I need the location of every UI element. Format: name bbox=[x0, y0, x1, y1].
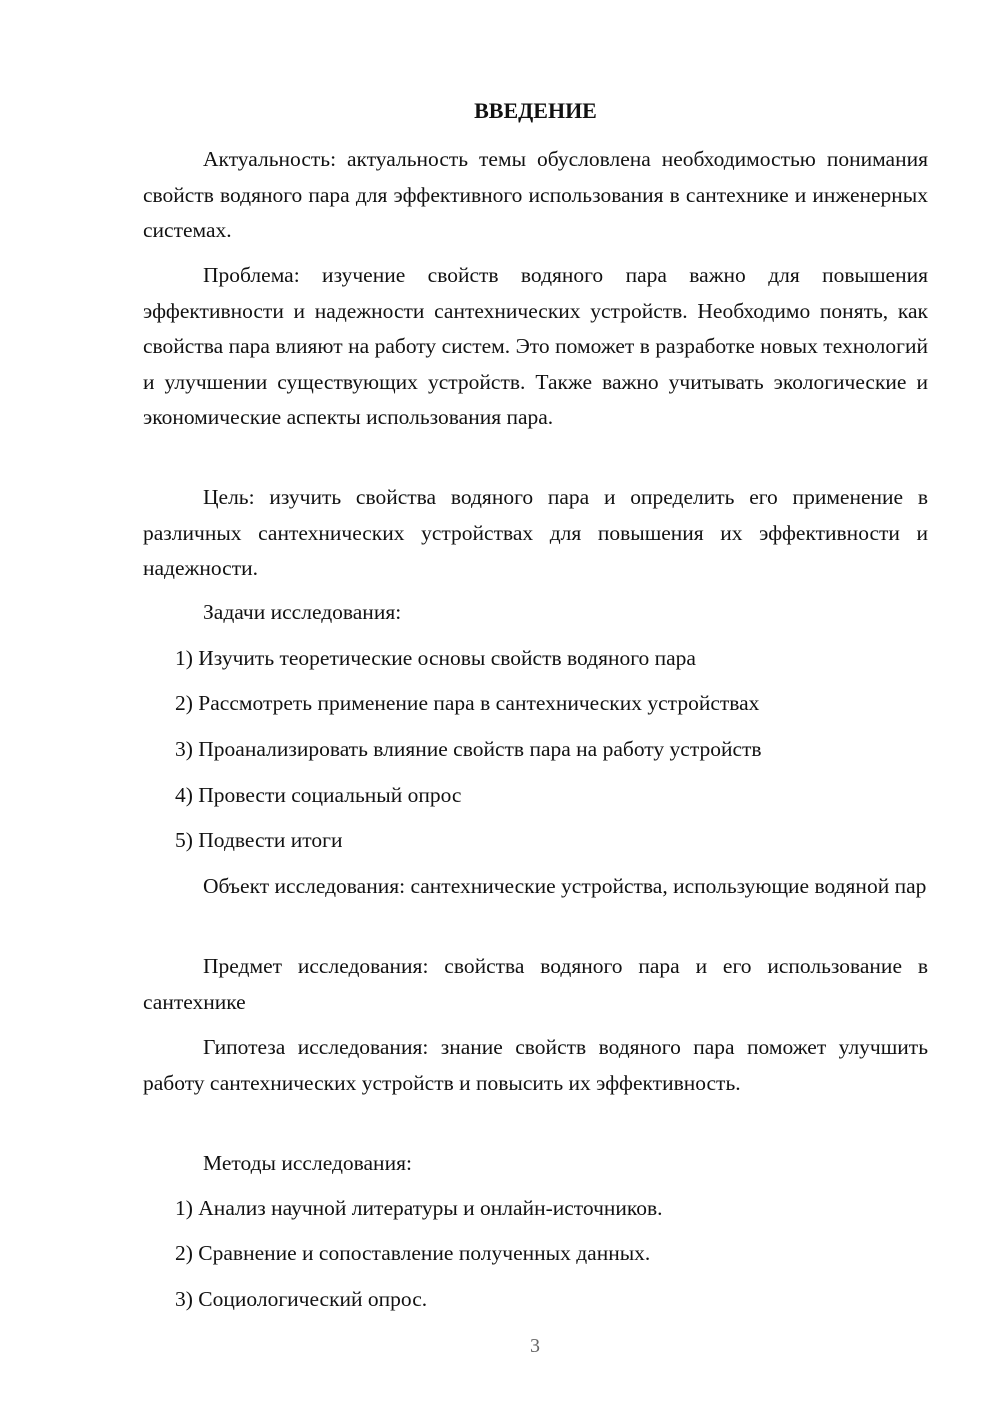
paragraph-goal: Цель: изучить свойства водяного пара и определить его применение в различных сантехнических устройствах для повышения их эффективности и надежности. bbox=[143, 485, 928, 580]
methods-list-item: 2) Сравнение и сопоставление полученных данных. bbox=[175, 1241, 651, 1265]
methods-title: Методы исследования: bbox=[203, 1151, 412, 1175]
tasks-title: Задачи исследования: bbox=[203, 600, 402, 624]
paragraph-subject: Предмет исследования: свойства водяного пара и его использование в сантехнике bbox=[143, 954, 928, 1014]
paragraph-relevance: Актуальность: актуальность темы обусловлена необходимостью понимания свойств водяного пара для эффективного использования в сантехнике и инженерных системах. bbox=[143, 147, 928, 242]
tasks-list-item: 3) Проанализировать влияние свойств пара на работу устройств bbox=[175, 737, 762, 761]
page-title: ВВЕДЕНИЕ bbox=[474, 98, 597, 123]
paragraph-object: Объект исследования: сантехнические устройства, использующие водяной пар bbox=[203, 874, 927, 898]
tasks-list-item: 1) Изучить теоретические основы свойств водяного пара bbox=[175, 646, 696, 670]
tasks-list-item: 5) Подвести итоги bbox=[175, 828, 343, 852]
methods-list-item: 1) Анализ научной литературы и онлайн-источников. bbox=[175, 1196, 663, 1220]
page-number: 3 bbox=[530, 1335, 540, 1357]
tasks-list-item: 2) Рассмотреть применение пара в сантехнических устройствах bbox=[175, 691, 760, 715]
paragraph-hypothesis: Гипотеза исследования: знание свойств водяного пара поможет улучшить работу сантехнических устройств и повысить их эффективность. bbox=[143, 1035, 928, 1095]
paragraph-problem: Проблема: изучение свойств водяного пара важно для повышения эффективности и надежности сантехнических устройств. Необходимо понять, как свойства пара влияют на работу систем. Это поможет в разработке новых технологий и улучшении существующих устройств. Также важно учитывать экологические и экономические аспекты использования пара. bbox=[143, 263, 928, 429]
tasks-list-item: 4) Провести социальный опрос bbox=[175, 783, 462, 807]
methods-list-item: 3) Социологический опрос. bbox=[175, 1287, 428, 1311]
